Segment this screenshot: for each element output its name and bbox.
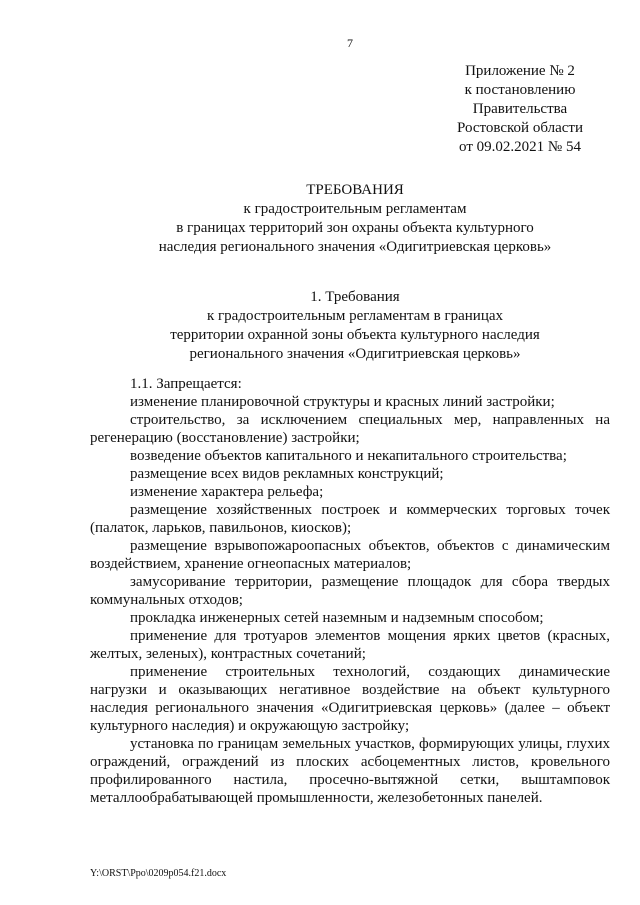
section-title-line: регионального значения «Одигитриевская церковь» xyxy=(189,346,521,362)
title-line: к градостроительным регламентам xyxy=(243,201,467,217)
list-item: размещение всех видов рекламных конструкций; xyxy=(130,466,444,482)
list-item: изменение характера рельефа; xyxy=(130,484,324,500)
title-line: ТРЕБОВАНИЯ xyxy=(306,182,404,198)
appendix-line: Ростовской области xyxy=(457,120,583,136)
section-title-line: 1. Требования xyxy=(310,289,400,305)
appendix-line: Правительства xyxy=(472,101,568,117)
list-item: прокладка инженерных сетей наземным и надземным способом; xyxy=(130,610,544,626)
list-item: возведение объектов капитального и некапитального строительства; xyxy=(130,448,567,464)
appendix-block xyxy=(430,62,610,157)
appendix-line: к постановлению xyxy=(464,82,576,98)
appendix-line: Приложение № 2 xyxy=(465,63,575,79)
clause-heading: 1.1. Запрещается: xyxy=(130,376,242,392)
section-title xyxy=(60,288,640,364)
list-item: размещение взрывопожароопасных объектов, объектов с динамическим воздействием, хранение огнеопасных материалов; xyxy=(90,538,610,572)
document-body xyxy=(90,375,610,807)
list-item: применение для тротуаров элементов мощения ярких цветов (красных, желтых, зеленых), контрастных сочетаний; xyxy=(90,628,610,662)
file-path-footer: Y:\ORST\Ppo\0209p054.f21.docx xyxy=(90,868,227,879)
list-item: изменение планировочной структуры и красных линий застройки; xyxy=(130,394,555,410)
list-item: применение строительных технологий, создающих динамические нагрузки и оказывающих негативное воздействие на объект культурного наследия регионального значения «Одигитриевская церковь» (далее – объект культурного наследия) и окружающую застройку; xyxy=(90,664,610,734)
list-item: замусоривание территории, размещение площадок для сбора твердых коммунальных отходов; xyxy=(90,574,610,608)
list-item: строительство, за исключением специальных мер, направленных на регенерацию (восстановление) застройки; xyxy=(90,412,610,446)
title-line: наследия регионального значения «Одигитриевская церковь» xyxy=(158,239,552,255)
section-title-line: территории охранной зоны объекта культурного наследия xyxy=(170,327,540,343)
page-number: 7 xyxy=(347,36,353,50)
document-title xyxy=(60,181,640,257)
section-title-line: к градостроительным регламентам в границах xyxy=(206,308,504,324)
list-item: установка по границам земельных участков, формирующих улицы, глухих ограждений, ограждений из плоских асбоцементных листов, кровельного профилированного настила, просечно-вытяжной сетки, выштамповок металлообрабатывающей промышленности, железобетонных панелей. xyxy=(90,736,610,806)
title-line: в границах территорий зон охраны объекта культурного xyxy=(176,220,534,236)
list-item: размещение хозяйственных построек и коммерческих торговых точек (палаток, ларьков, павильонов, киосков); xyxy=(90,502,610,536)
appendix-line: от 09.02.2021 № 54 xyxy=(459,139,581,155)
